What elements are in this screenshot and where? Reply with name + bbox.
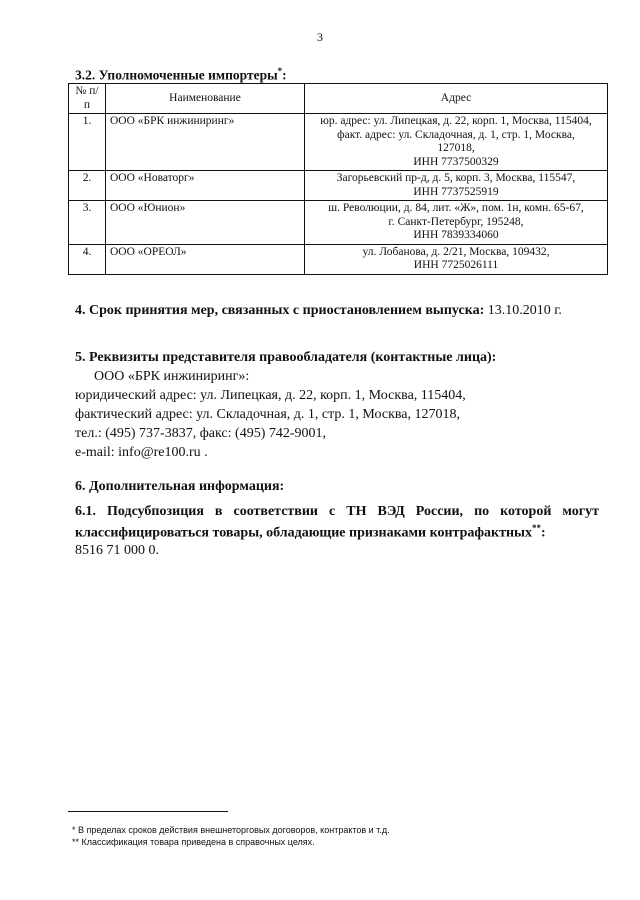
importer-name: ООО «Юнион» xyxy=(106,201,305,245)
contact-actual-address: фактический адрес: ул. Складочная, д. 1, стр. 1, Москва, 127018, xyxy=(75,407,461,422)
contact-company: ООО «БРК инжиниринг»: xyxy=(94,369,250,384)
contact-legal-address: юридический адрес: ул. Липецкая, д. 22, корп. 1, Москва, 115404, xyxy=(75,388,466,403)
importer-address xyxy=(305,114,608,171)
footnote-mark: * xyxy=(277,66,283,76)
column-header-name: Наименование xyxy=(106,84,305,114)
address-line: юр. адрес: ул. Липецкая, д. 22, корп. 1, Москва, 115404, xyxy=(320,115,592,127)
address-line: 127018, xyxy=(437,142,475,154)
footnote: ** Классификация товара приведена в справочных целях. xyxy=(72,837,315,847)
section-6-heading: 6. Дополнительная информация: xyxy=(75,479,285,494)
address-line: ш. Революции, д. 84, лит. «Ж», пом. 1н, комн. 65-67, xyxy=(328,202,584,214)
release-date: 13.10.2010 г. xyxy=(487,303,562,318)
table-row xyxy=(69,114,608,171)
importer-name: ООО «Новаторг» xyxy=(106,171,305,201)
address-line: г. Санкт-Петербург, 195248, xyxy=(388,215,524,228)
footnote: * В пределах сроков действия внешнеторговых договоров, контрактов и т.д. xyxy=(72,825,390,835)
footnote-mark: ** xyxy=(532,523,541,533)
table-row xyxy=(69,201,608,245)
contact-details xyxy=(75,367,466,462)
row-number: 2. xyxy=(69,171,106,201)
subheading-text: 6.1. Подсубпозиция в соответствии с ТН ВЭД России, по которой могут классифицироваться товары, обладающие признаками контрафактных xyxy=(75,504,599,541)
hs-code: 8516 71 000 0. xyxy=(75,542,159,558)
contact-email: e-mail: info@re100.ru . xyxy=(75,445,208,460)
importer-address xyxy=(305,201,608,245)
address-line: ул. Лобанова, д. 2/21, Москва, 109432, xyxy=(362,245,550,258)
footnotes xyxy=(72,824,390,848)
section-5-heading: 5. Реквизиты представителя правообладателя (контактные лица): xyxy=(75,350,497,365)
address-line: Загорьевский пр-д, д. 5, корп. 3, Москва, 115547, xyxy=(336,172,576,184)
page-number: 3 xyxy=(317,30,323,44)
importer-address xyxy=(305,171,608,201)
importer-name: ООО «ОРЕОЛ» xyxy=(106,244,305,274)
address-line: ИНН 7737500329 xyxy=(413,155,499,168)
section-3-2-title: 3.2. Уполномоченные импортеры xyxy=(75,67,278,83)
importers-table xyxy=(68,83,608,275)
section-6-1-text: 6.1. Подсубпозиция в соответствии с ТН ВЭД России, по которой могут классифицироваться товары, обладающие признаками контрафактных**: xyxy=(75,504,599,541)
row-number: 1. xyxy=(69,114,106,171)
address-line: ИНН 7725026111 xyxy=(413,259,499,271)
column-header-address: Адрес xyxy=(305,84,608,114)
footnote-divider xyxy=(68,811,228,812)
address-line: ИНН 7737525919 xyxy=(413,185,499,198)
table-row xyxy=(69,171,608,201)
section-6-1 xyxy=(75,503,599,559)
importer-name: ООО «БРК инжиниринг» xyxy=(106,114,305,171)
section-3-2-heading: 3.2. Уполномоченные импортеры*: xyxy=(75,66,287,83)
row-number: 3. xyxy=(69,201,106,245)
importer-address xyxy=(305,244,608,274)
section-4-title: 4. Срок принятия мер, связанных с приостановлением выпуска: xyxy=(75,303,485,318)
column-header-number: № п/п xyxy=(69,84,106,114)
table-row xyxy=(69,244,608,274)
table-header-row xyxy=(69,84,608,114)
address-line: ИНН 7839334060 xyxy=(413,229,499,241)
section-4-heading xyxy=(75,303,562,319)
row-number: 4. xyxy=(69,244,106,274)
address-line: факт. адрес: ул. Складочная, д. 1, стр. 1, Москва, xyxy=(337,128,575,141)
contact-phone-fax: тел.: (495) 737-3837, факс: (495) 742-9001, xyxy=(75,426,327,441)
